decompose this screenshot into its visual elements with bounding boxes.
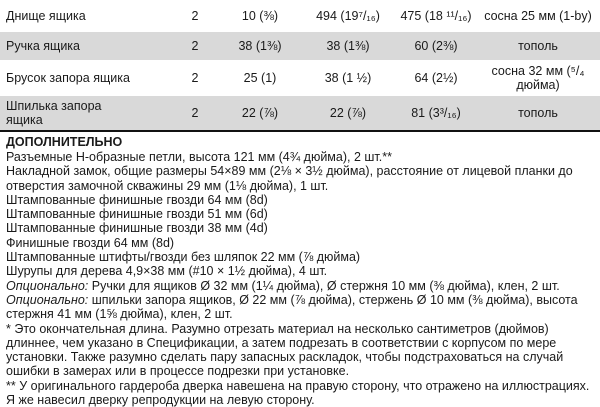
part-thickness: 22 (⅞) — [241, 106, 279, 120]
footnote: * Это окончательная длина. Разумно отрезать материал на несколько сантиметров (дюймов) длиннее, чем указано в Спецификации, а затем подрезать в соответствии с корпусом по мере установки. Также разумно сделать пару запасных раскладок, чтобы подстраховаться на случай ошибки в замерах или в процессе подрезки при установке. — [6, 321, 564, 379]
part-material: тополь — [518, 106, 558, 120]
part-length: 64 (2½) — [414, 71, 458, 85]
part-quantity: 2 — [191, 106, 199, 120]
table-row — [0, 0, 600, 32]
list-item: Штампованные финишные гвозди 51 мм (6d) — [6, 207, 268, 222]
list-item — [6, 293, 596, 322]
optional-label: Опционально: — [6, 292, 89, 307]
list-item: Разъемные Н-образные петли, высота 121 мм (4¾ дюйма), 2 шт.** — [6, 150, 392, 164]
part-quantity: 2 — [191, 9, 199, 23]
list-item: Штампованные штифты/гвозди без шляпок 22 мм (⅞ дюйма) — [6, 250, 361, 265]
optional-label: Опционально: — [6, 278, 89, 293]
part-quantity: 2 — [191, 71, 199, 85]
part-material: сосна 25 мм (1-by) — [484, 9, 592, 23]
list-item: Штампованные финишные гвозди 38 мм (4d) — [6, 221, 268, 236]
list-item: отверстия замочной скважины 29 мм (1⅛ дюйма), 1 шт. — [6, 178, 329, 193]
additional-materials — [6, 135, 596, 407]
part-width: 38 (1 ½) — [324, 71, 372, 85]
list-item: Накладной замок, общие размеры 54×89 мм (2⅛ × 3½ дюйма), расстояние от лицевой планки до — [6, 164, 573, 179]
optional-item-text: шпильки запора ящиков, Ø 22 мм (⅞ дюйма), стержень Ø 10 мм (⅜ дюйма), высота стержня 41 мм (1⅝ дюйма), клен, 2 шт. — [6, 292, 578, 322]
section-heading: ДОПОЛНИТЕЛЬНО — [6, 135, 123, 149]
part-name: Ручка ящика — [6, 39, 80, 53]
part-material: сосна 32 мм (⁵/₄ дюйма) — [491, 64, 585, 92]
part-name: Шпилька запора ящика — [6, 99, 102, 127]
part-thickness: 38 (1⅜) — [238, 39, 282, 53]
part-name: Днище ящика — [6, 9, 86, 23]
table-row — [0, 60, 600, 96]
part-name: Брусок запора ящика — [6, 71, 130, 85]
part-width: 494 (19⁷/₁₆) — [316, 9, 380, 23]
list-item: Штампованные финишные гвозди 64 мм (8d) — [6, 192, 268, 207]
part-thickness: 10 (⅜) — [241, 9, 279, 23]
table-row — [0, 96, 600, 130]
list-item — [6, 279, 596, 293]
table-row — [0, 32, 600, 60]
part-length: 475 (18 ¹¹/₁₆) — [400, 9, 472, 23]
part-width: 22 (⅞) — [329, 106, 367, 120]
part-material: тополь — [518, 39, 558, 53]
part-quantity: 2 — [191, 39, 199, 53]
part-length: 81 (3³/₁₆) — [411, 106, 461, 120]
optional-item-text: Ручки для ящиков Ø 32 мм (1¼ дюйма), Ø стержня 10 мм (⅜ дюйма), клен, 2 шт. — [88, 278, 560, 293]
list-item: Финишные гвозди 64 мм (8d) — [6, 235, 175, 250]
part-thickness: 25 (1) — [243, 71, 277, 85]
footnote: ** У оригинального гардероба дверка навешена на правую сторону, что отражено на иллюстрациях. Я же навесил дверку репродукции на левую сторону. — [6, 378, 590, 407]
part-length: 60 (2⅜) — [414, 39, 458, 53]
section-divider — [0, 130, 600, 132]
list-item: Шурупы для дерева 4,9×38 мм (#10 × 1½ дюйма), 4 шт. — [6, 264, 328, 279]
part-width: 38 (1⅜) — [326, 39, 370, 53]
